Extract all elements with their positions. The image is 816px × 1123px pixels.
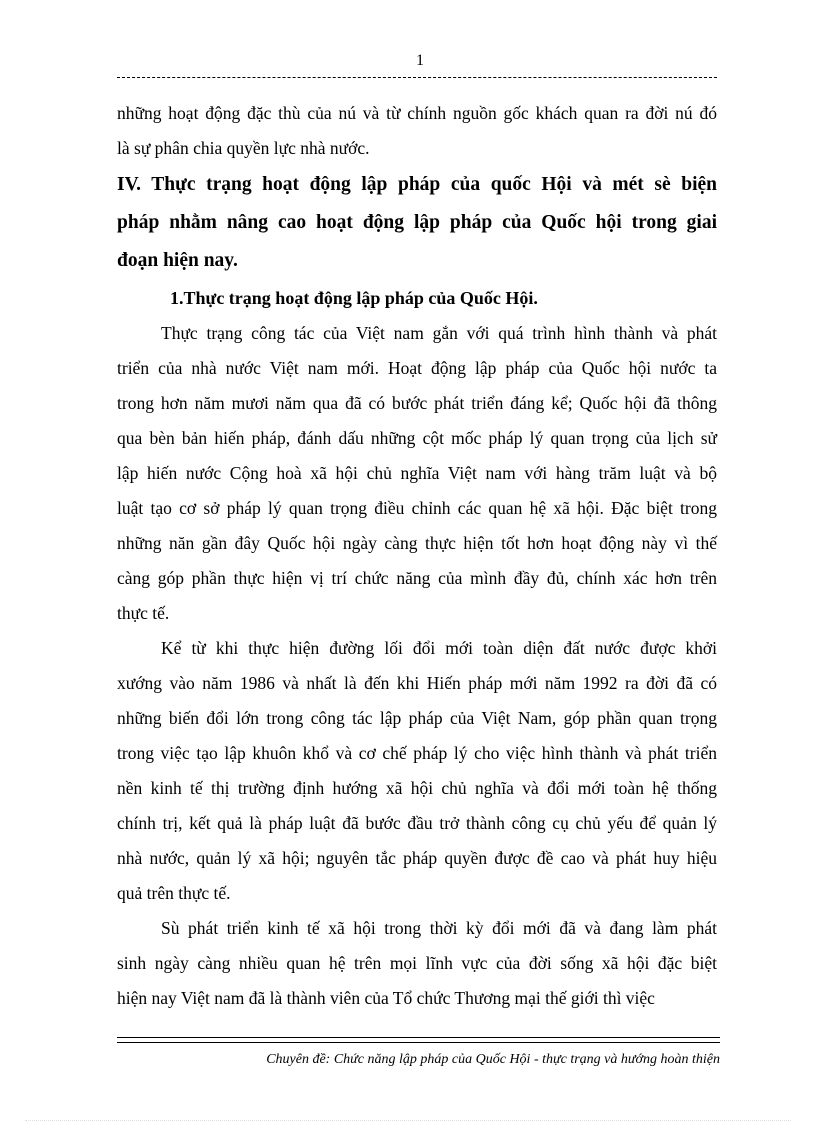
body-line: những năn gần đây Quốc hội ngày càng thực hiện tốt hơn hoạt động này vì thế bbox=[117, 533, 717, 553]
footer-title: Chuyên đề: Chức năng lập pháp của Quốc Hội - thực trạng và hướng hoàn thiện bbox=[266, 1052, 720, 1067]
footer-divider bbox=[117, 1037, 720, 1043]
body-line: càng góp phần thực hiện vị trí chức năng của mình đầy đủ, chính xác hơn trên bbox=[117, 568, 717, 588]
body-line: nền kinh tế thị trường định hướng xã hội chủ nghĩa và đổi mới toàn hệ thống bbox=[117, 778, 717, 798]
body-line: sinh ngày càng nhiều quan hệ trên mọi lĩnh vực của đời sống xã hội đặc biệt bbox=[117, 953, 717, 973]
section-heading-line: IV. Thực trạng hoạt động lập pháp của quốc Hội và mét sè biện bbox=[117, 174, 717, 195]
section-heading-line: pháp nhằm nâng cao hoạt động lập pháp của Quốc hội trong giai bbox=[117, 212, 717, 233]
subsection-heading: 1.Thực trạng hoạt động lập pháp của Quốc Hội. bbox=[170, 288, 538, 308]
body-line: trong việc tạo lập khuôn khổ và cơ chế pháp lý cho việc hình thành và phát triển bbox=[117, 743, 717, 763]
body-line: những hoạt động đặc thù của nú và từ chính nguồn gốc khách quan ra đời nú đó bbox=[117, 103, 717, 123]
header-divider bbox=[117, 77, 717, 78]
body-line: trong hơn năm mươi năm qua đã có bước phát triển đáng kể; Quốc hội đã thông bbox=[117, 393, 717, 413]
body-line: quả trên thực tế. bbox=[117, 883, 231, 903]
body-line: nhà nước, quản lý xã hội; nguyên tắc pháp quyền được đề cao và phát huy hiệu bbox=[117, 848, 717, 868]
body-line: luật tạo cơ sở pháp lý quan trọng điều chỉnh các quan hệ xã hội. Đặc biệt trong bbox=[117, 498, 717, 518]
body-line: Sù phát triển kinh tế xã hội trong thời kỳ đổi mới đã và đang làm phát bbox=[161, 918, 717, 938]
body-line: là sự phân chia quyền lực nhà nước. bbox=[117, 138, 370, 158]
body-line: hiện nay Việt nam đã là thành viên của Tổ chức Thương mại thế giới thì việc bbox=[117, 988, 655, 1008]
page-number: 1 bbox=[416, 52, 424, 69]
section-heading-line: đoạn hiện nay. bbox=[117, 250, 238, 271]
body-line: Kể từ khi thực hiện đường lối đổi mới toàn diện đất nước được khởi bbox=[161, 638, 717, 658]
body-line: chính trị, kết quả là pháp luật đã bước đầu trở thành công cụ chủ yếu để quản lý bbox=[117, 813, 717, 833]
page-bottom-edge bbox=[25, 1120, 791, 1121]
document-body bbox=[117, 96, 717, 1016]
body-line: triển của nhà nước Việt nam mới. Hoạt động lập pháp của Quốc hội nước ta bbox=[117, 358, 717, 378]
body-line: lập hiến nước Cộng hoà xã hội chủ nghĩa Việt nam với hàng trăm luật và bộ bbox=[117, 463, 717, 483]
body-line: Thực trạng công tác của Việt nam gắn với quá trình hình thành và phát bbox=[161, 323, 717, 343]
body-line: xướng vào năm 1986 và nhất là đến khi Hiến pháp mới năm 1992 ra đời đã có bbox=[117, 673, 717, 693]
body-line: qua bèn bản hiến pháp, đánh dấu những cột mốc pháp lý quan trọng của lịch sử bbox=[117, 428, 717, 448]
body-line: những biến đổi lớn trong công tác lập pháp của Việt Nam, góp phần quan trọng bbox=[117, 708, 717, 728]
body-line: thực tế. bbox=[117, 603, 170, 623]
